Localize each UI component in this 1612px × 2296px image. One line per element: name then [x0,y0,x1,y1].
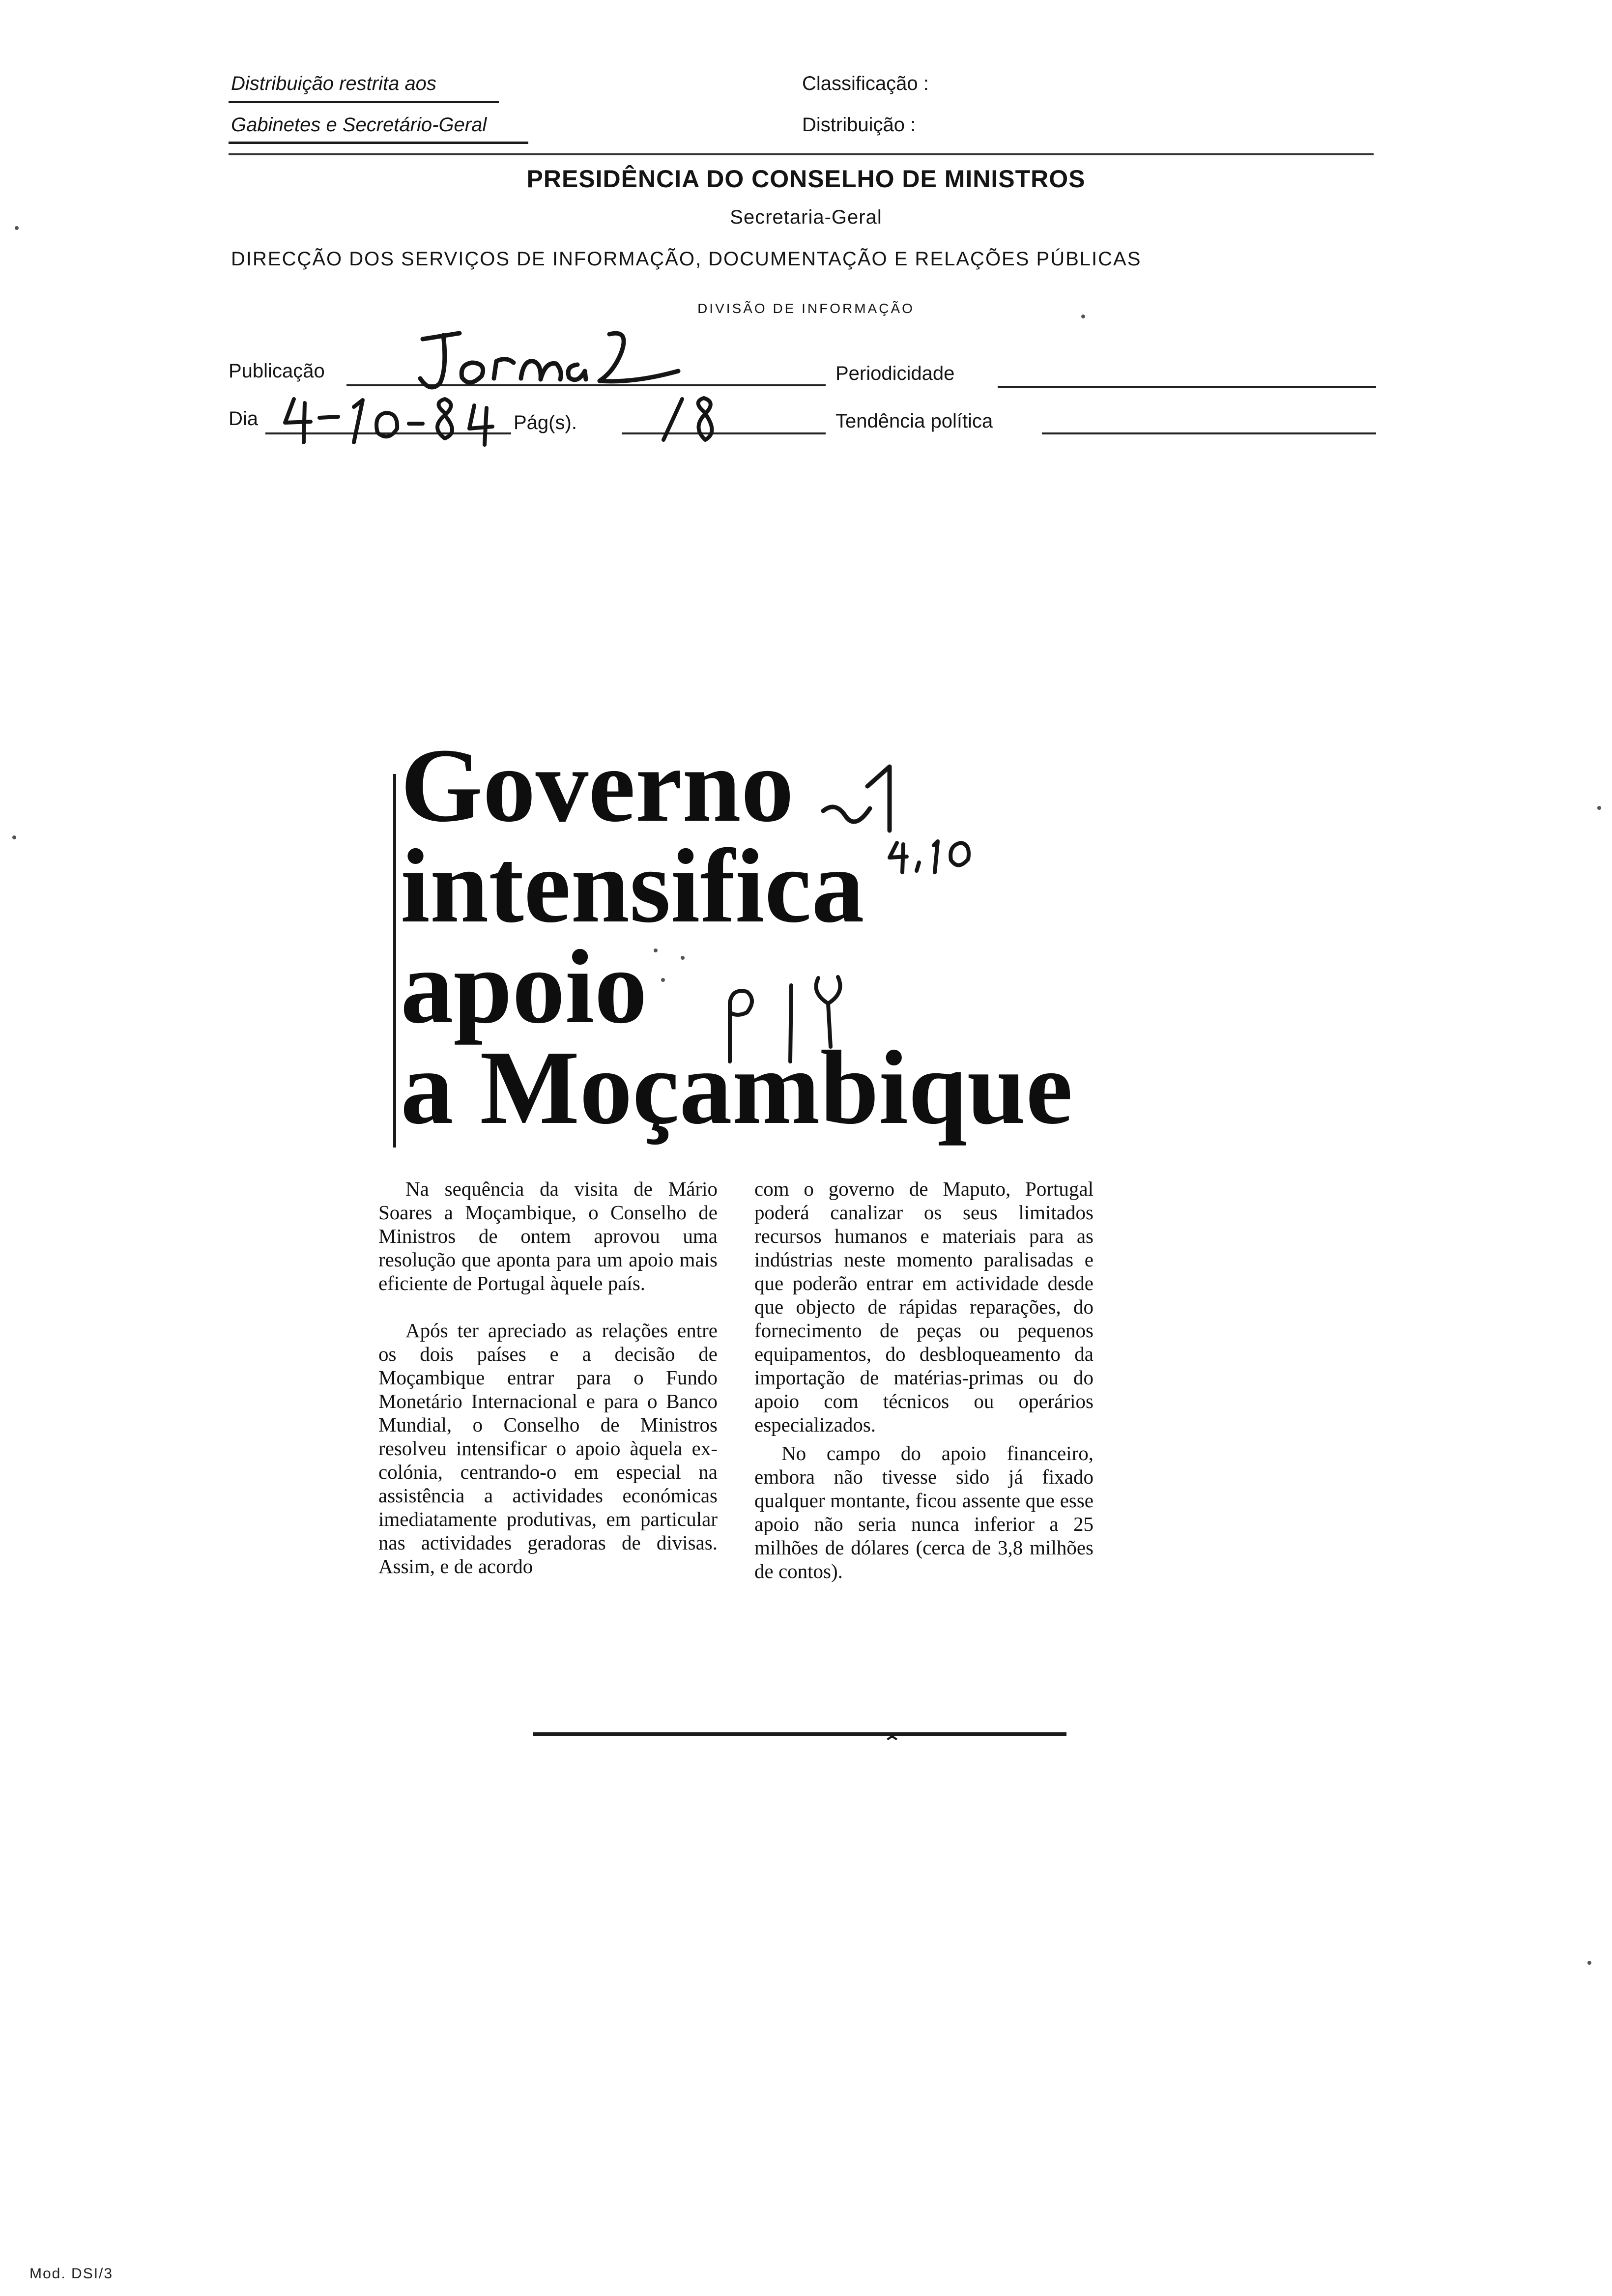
political-tendency-field-line [1042,432,1376,434]
political-tendency-label: Tendência política [835,410,993,432]
headline-line-2: intensifica [401,827,864,945]
distribution-label: Distribuição : [802,114,916,136]
article-paragraph-2: Após ter apreciado as relações entre os dois países e a decisão de Moçambique entrar para o Fundo Monetário Internacional e para o Banco Mundial, o Conselho de Ministros resolveu intensificar o apoio àquela ex-colónia, centrando-o em especial na assistência a actividades económicas imediatamente produtivas, em particular nas actividades geradoras de divisas. Assim, e de acordo [378,1319,718,1578]
article-end-mark: ⌃ [881,1732,903,1752]
clipping-left-edge [393,774,396,1148]
directorate-line: DIRECÇÃO DOS SERVIÇOS DE INFORMAÇÃO, DOCUMENTAÇÃO E RELAÇÕES PÚBLICAS [231,248,1142,270]
distribution-restriction-line2: Gabinetes e Secretário-Geral [231,114,487,136]
handwritten-pages-number-strokes [654,393,727,447]
article-paragraph-3: com o governo de Maputo, Portugal poderá canalizar os seus limitados recursos humanos e materiais para as indústrias neste momento paralisadas e que poderão entrar em actividade desde que objecto de rápidas reparações, do fornecimento de peças ou pequenos equipamentos, do desbloqueamento da importação de matérias-primas ou do apoio com técnicos ou operários especializados. [754,1177,1094,1436]
article-end-rule [533,1732,1066,1736]
publication-label: Publicação [229,360,325,382]
distribution-restriction-line1: Distribuição restrita aos [231,73,436,94]
periodicity-label: Periodicidade [835,363,955,384]
article-column-left [378,1177,718,1583]
headline-line-3: apoio [401,928,647,1045]
pages-label: Pág(s). [514,412,577,433]
periodicity-field-line [998,386,1376,388]
organization-title: PRESIDÊNCIA DO CONSELHO DE MINISTROS [526,165,1086,193]
organization-subtitle: Secretaria-Geral [730,206,882,228]
handwritten-publication-jornal-strokes [413,324,688,398]
handwritten-margin-note-page-strokes [718,963,875,1071]
handwritten-day-date-strokes [280,393,526,447]
handwritten-margin-note-date-strokes [816,757,978,880]
classification-label: Classificação : [802,73,929,94]
article-column-right [754,1177,1094,1607]
headline-line-4: a Moçambique [401,1029,1073,1146]
distribution-underline-2 [229,142,528,144]
article-paragraph-4: No campo do apoio financeiro, embora não tivesse sido já fixado qualquer montante, ficou assente que esse apoio não seria nunca inferior a 25 milhões de dólares (cerca de 3,8 milhões de contos). [754,1442,1094,1582]
handwritten-margin-note-page [718,963,875,1071]
handwritten-margin-note-date [816,757,978,880]
handwritten-day-date [280,393,526,447]
form-code: Mod. DSI/3 [29,2266,114,2282]
handwritten-publication-jornal [413,324,688,398]
division-line: DIVISÃO DE INFORMAÇÃO [697,301,915,316]
distribution-underline-1 [229,101,499,103]
header-divider [229,153,1374,155]
headline-line-1: Governo [401,726,794,844]
handwritten-pages-number [654,393,727,447]
article-paragraph-1: Na sequência da visita de Mário Soares a Moçambique, o Conselho de Ministros de ontem aprovou uma resolução que aponta para um apoio mais eficiente de Portugal àquele país. [378,1177,718,1294]
day-label: Dia [229,408,259,430]
